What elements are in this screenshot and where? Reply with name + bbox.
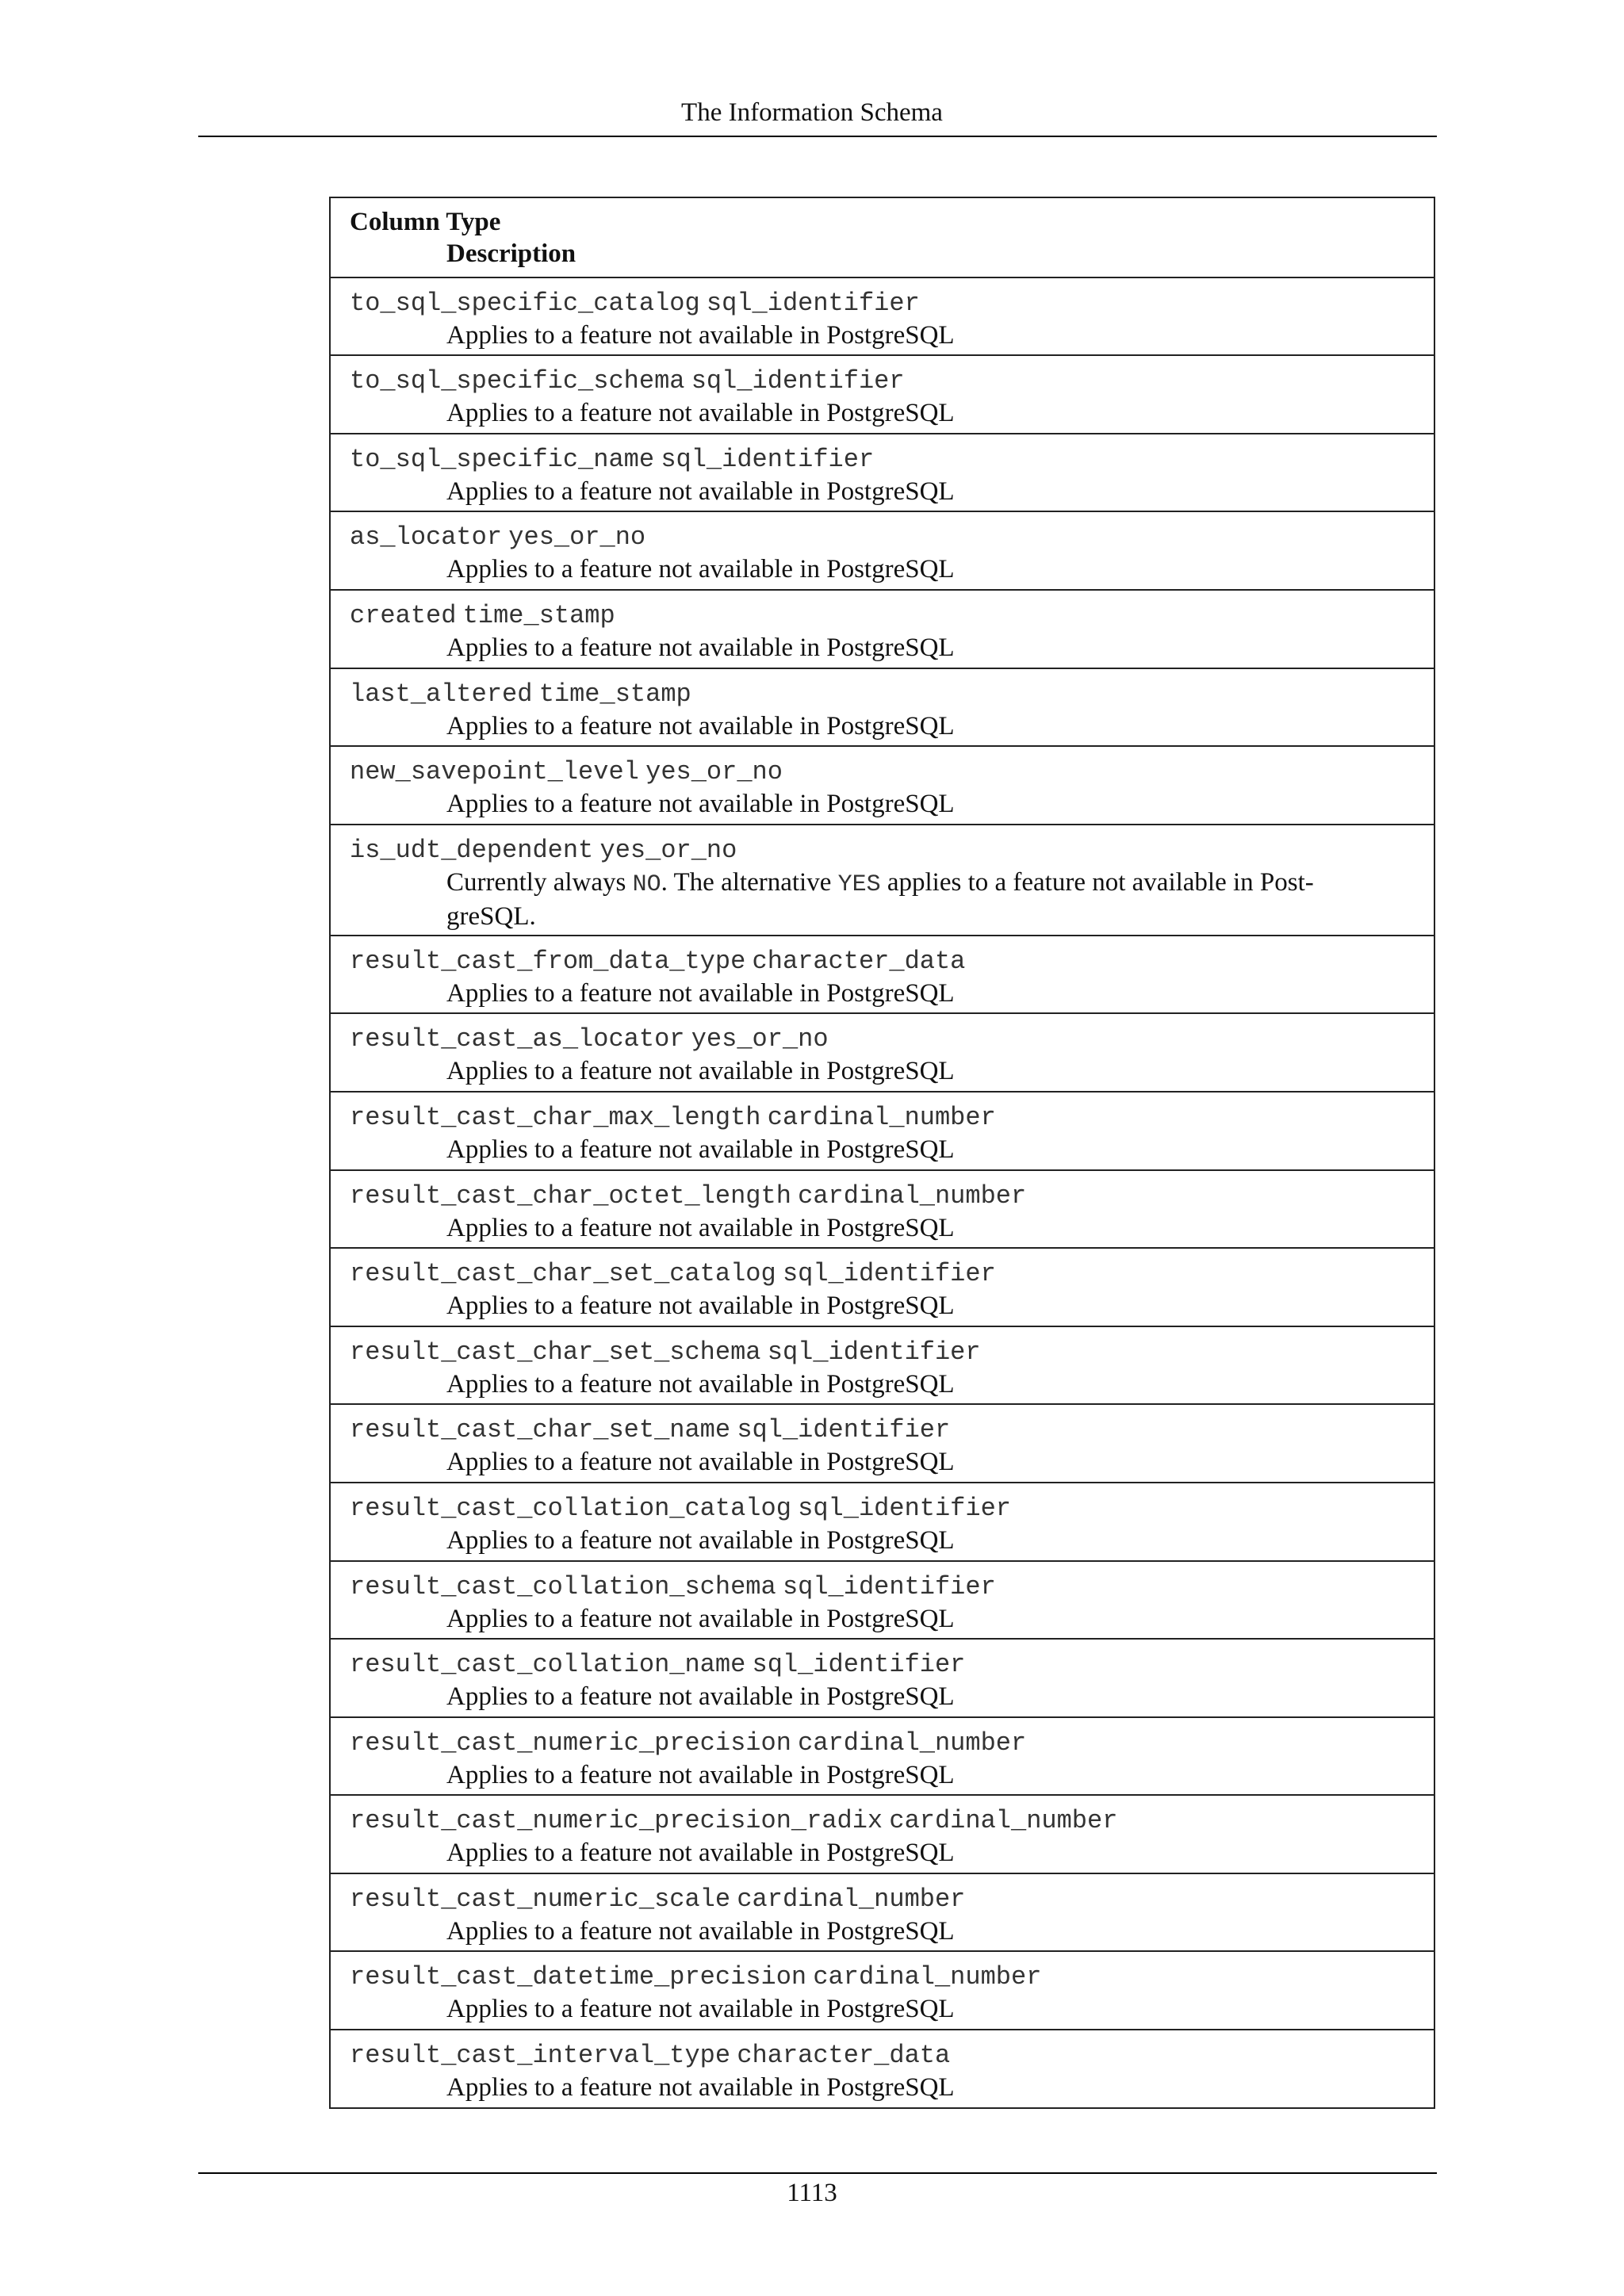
table-row xyxy=(331,1247,1434,1326)
column-description: Applies to a feature not available in PostgreSQL xyxy=(446,1525,955,1555)
column-type: cardinal_number xyxy=(737,1884,966,1914)
column-name: result_cast_char_set_schema xyxy=(350,1337,761,1367)
column-description: Applies to a feature not available in PostgreSQL xyxy=(446,1604,955,1633)
column-description: Applies to a feature not available in PostgreSQL xyxy=(446,1057,955,1086)
column-description: Applies to a feature not available in PostgreSQL xyxy=(446,1839,955,1868)
column-type: time_stamp xyxy=(538,679,691,709)
table-row xyxy=(331,935,1434,1013)
column-type: cardinal_number xyxy=(889,1806,1118,1836)
column-description: Applies to a feature not available in PostgreSQL xyxy=(446,399,955,428)
description-text: . The alternative xyxy=(661,867,838,897)
column-description: Applies to a feature not available in PostgreSQL xyxy=(446,555,955,584)
table-row xyxy=(331,1950,1434,2029)
column-name: to_sql_specific_name xyxy=(350,444,655,474)
table-header-row xyxy=(331,198,1434,277)
table-row xyxy=(331,1326,1434,1404)
column-type: sql_identifier xyxy=(782,1259,996,1289)
column-description: Applies to a feature not available in PostgreSQL xyxy=(446,633,955,662)
column-type: character_data xyxy=(752,946,966,976)
column-type: sql_identifier xyxy=(752,1650,966,1680)
column-name: result_cast_collation_name xyxy=(350,1650,746,1680)
column-type: sql_identifier xyxy=(691,366,905,396)
header-rule xyxy=(198,136,1437,137)
column-name: result_cast_char_set_catalog xyxy=(350,1259,776,1289)
column-description: Applies to a feature not available in PostgreSQL xyxy=(446,320,955,350)
table-row xyxy=(331,824,1434,935)
literal-yes: YES xyxy=(837,871,881,898)
column-description: Applies to a feature not available in PostgreSQL xyxy=(446,978,955,1008)
column-type: cardinal_number xyxy=(798,1181,1027,1211)
column-type: time_stamp xyxy=(462,600,615,630)
column-type: cardinal_number xyxy=(798,1728,1027,1758)
column-name: result_cast_char_set_name xyxy=(350,1415,731,1445)
description-text: applies to a feature not available in Post-greSQL. xyxy=(446,867,1314,931)
column-name: result_cast_numeric_scale xyxy=(350,1884,731,1914)
table-row xyxy=(331,1560,1434,1639)
column-name: result_cast_numeric_precision xyxy=(350,1728,791,1758)
column-name: result_cast_interval_type xyxy=(350,2041,731,2071)
column-type: yes_or_no xyxy=(645,757,783,787)
table-row xyxy=(331,668,1434,746)
table-row xyxy=(331,433,1434,511)
column-description: Applies to a feature not available in PostgreSQL xyxy=(446,1369,955,1399)
table-row xyxy=(331,1169,1434,1248)
column-type: cardinal_number xyxy=(813,1962,1042,1992)
column-description: Applies to a feature not available in PostgreSQL xyxy=(446,1135,955,1164)
table-row xyxy=(331,354,1434,433)
column-name: created xyxy=(350,600,457,630)
column-description: Applies to a feature not available in PostgreSQL xyxy=(446,1760,955,1789)
column-description: Applies to a feature not available in PostgreSQL xyxy=(446,1916,955,1946)
column-description xyxy=(350,867,1434,932)
table-row xyxy=(331,511,1434,589)
columns-table xyxy=(329,197,1435,2109)
column-name: result_cast_numeric_precision_radix xyxy=(350,1806,883,1836)
table-row xyxy=(331,1403,1434,1482)
column-type: sql_identifier xyxy=(798,1493,1011,1523)
column-type: cardinal_number xyxy=(767,1102,996,1132)
column-name: last_altered xyxy=(350,679,533,709)
column-description: Applies to a feature not available in PostgreSQL xyxy=(446,1682,955,1712)
column-name: to_sql_specific_catalog xyxy=(350,288,700,318)
column-description: Applies to a feature not available in PostgreSQL xyxy=(446,2073,955,2103)
column-type: sql_identifier xyxy=(661,444,875,474)
column-description: Applies to a feature not available in PostgreSQL xyxy=(446,1995,955,2024)
column-type: sql_identifier xyxy=(706,288,920,318)
table-row xyxy=(331,277,1434,355)
column-name: result_cast_collation_schema xyxy=(350,1571,776,1601)
column-description: Applies to a feature not available in PostgreSQL xyxy=(446,1448,955,1477)
table-row xyxy=(331,1091,1434,1169)
table-row xyxy=(331,589,1434,668)
column-type-header: Column Type xyxy=(350,208,501,236)
literal-no: NO xyxy=(632,871,661,898)
table-row xyxy=(331,1873,1434,1951)
column-description: Applies to a feature not available in PostgreSQL xyxy=(446,1292,955,1321)
column-description: Applies to a feature not available in PostgreSQL xyxy=(446,1213,955,1242)
column-description: Applies to a feature not available in PostgreSQL xyxy=(446,790,955,819)
table-row xyxy=(331,1482,1434,1560)
column-name: to_sql_specific_schema xyxy=(350,366,685,396)
table-row xyxy=(331,1794,1434,1873)
description-header: Description xyxy=(446,239,576,268)
column-type: character_data xyxy=(737,2041,951,2071)
column-type: yes_or_no xyxy=(691,1024,829,1054)
table-row xyxy=(331,1012,1434,1091)
column-description: Applies to a feature not available in PostgreSQL xyxy=(446,476,955,506)
column-name: result_cast_as_locator xyxy=(350,1024,685,1054)
column-name: result_cast_collation_catalog xyxy=(350,1493,791,1523)
column-name: result_cast_from_data_type xyxy=(350,946,746,976)
column-type: sql_identifier xyxy=(767,1337,981,1367)
column-type: yes_or_no xyxy=(599,835,737,865)
column-name: result_cast_datetime_precision xyxy=(350,1962,807,1992)
table-row xyxy=(331,2029,1434,2107)
column-name: result_cast_char_max_length xyxy=(350,1102,761,1132)
table-row xyxy=(331,1638,1434,1716)
table-row xyxy=(331,1716,1434,1795)
column-type: sql_identifier xyxy=(782,1571,996,1601)
page-number: 1113 xyxy=(787,2179,837,2207)
column-name: is_udt_dependent xyxy=(350,835,594,865)
column-name: result_cast_char_octet_length xyxy=(350,1181,791,1211)
page-header: The Information Schema xyxy=(681,98,943,127)
column-type: yes_or_no xyxy=(508,522,646,553)
table-row xyxy=(331,745,1434,824)
column-type: sql_identifier xyxy=(737,1415,951,1445)
description-text: Currently always xyxy=(446,867,633,897)
column-description: Applies to a feature not available in PostgreSQL xyxy=(446,711,955,740)
column-name: as_locator xyxy=(350,522,503,553)
column-name: new_savepoint_level xyxy=(350,757,639,787)
